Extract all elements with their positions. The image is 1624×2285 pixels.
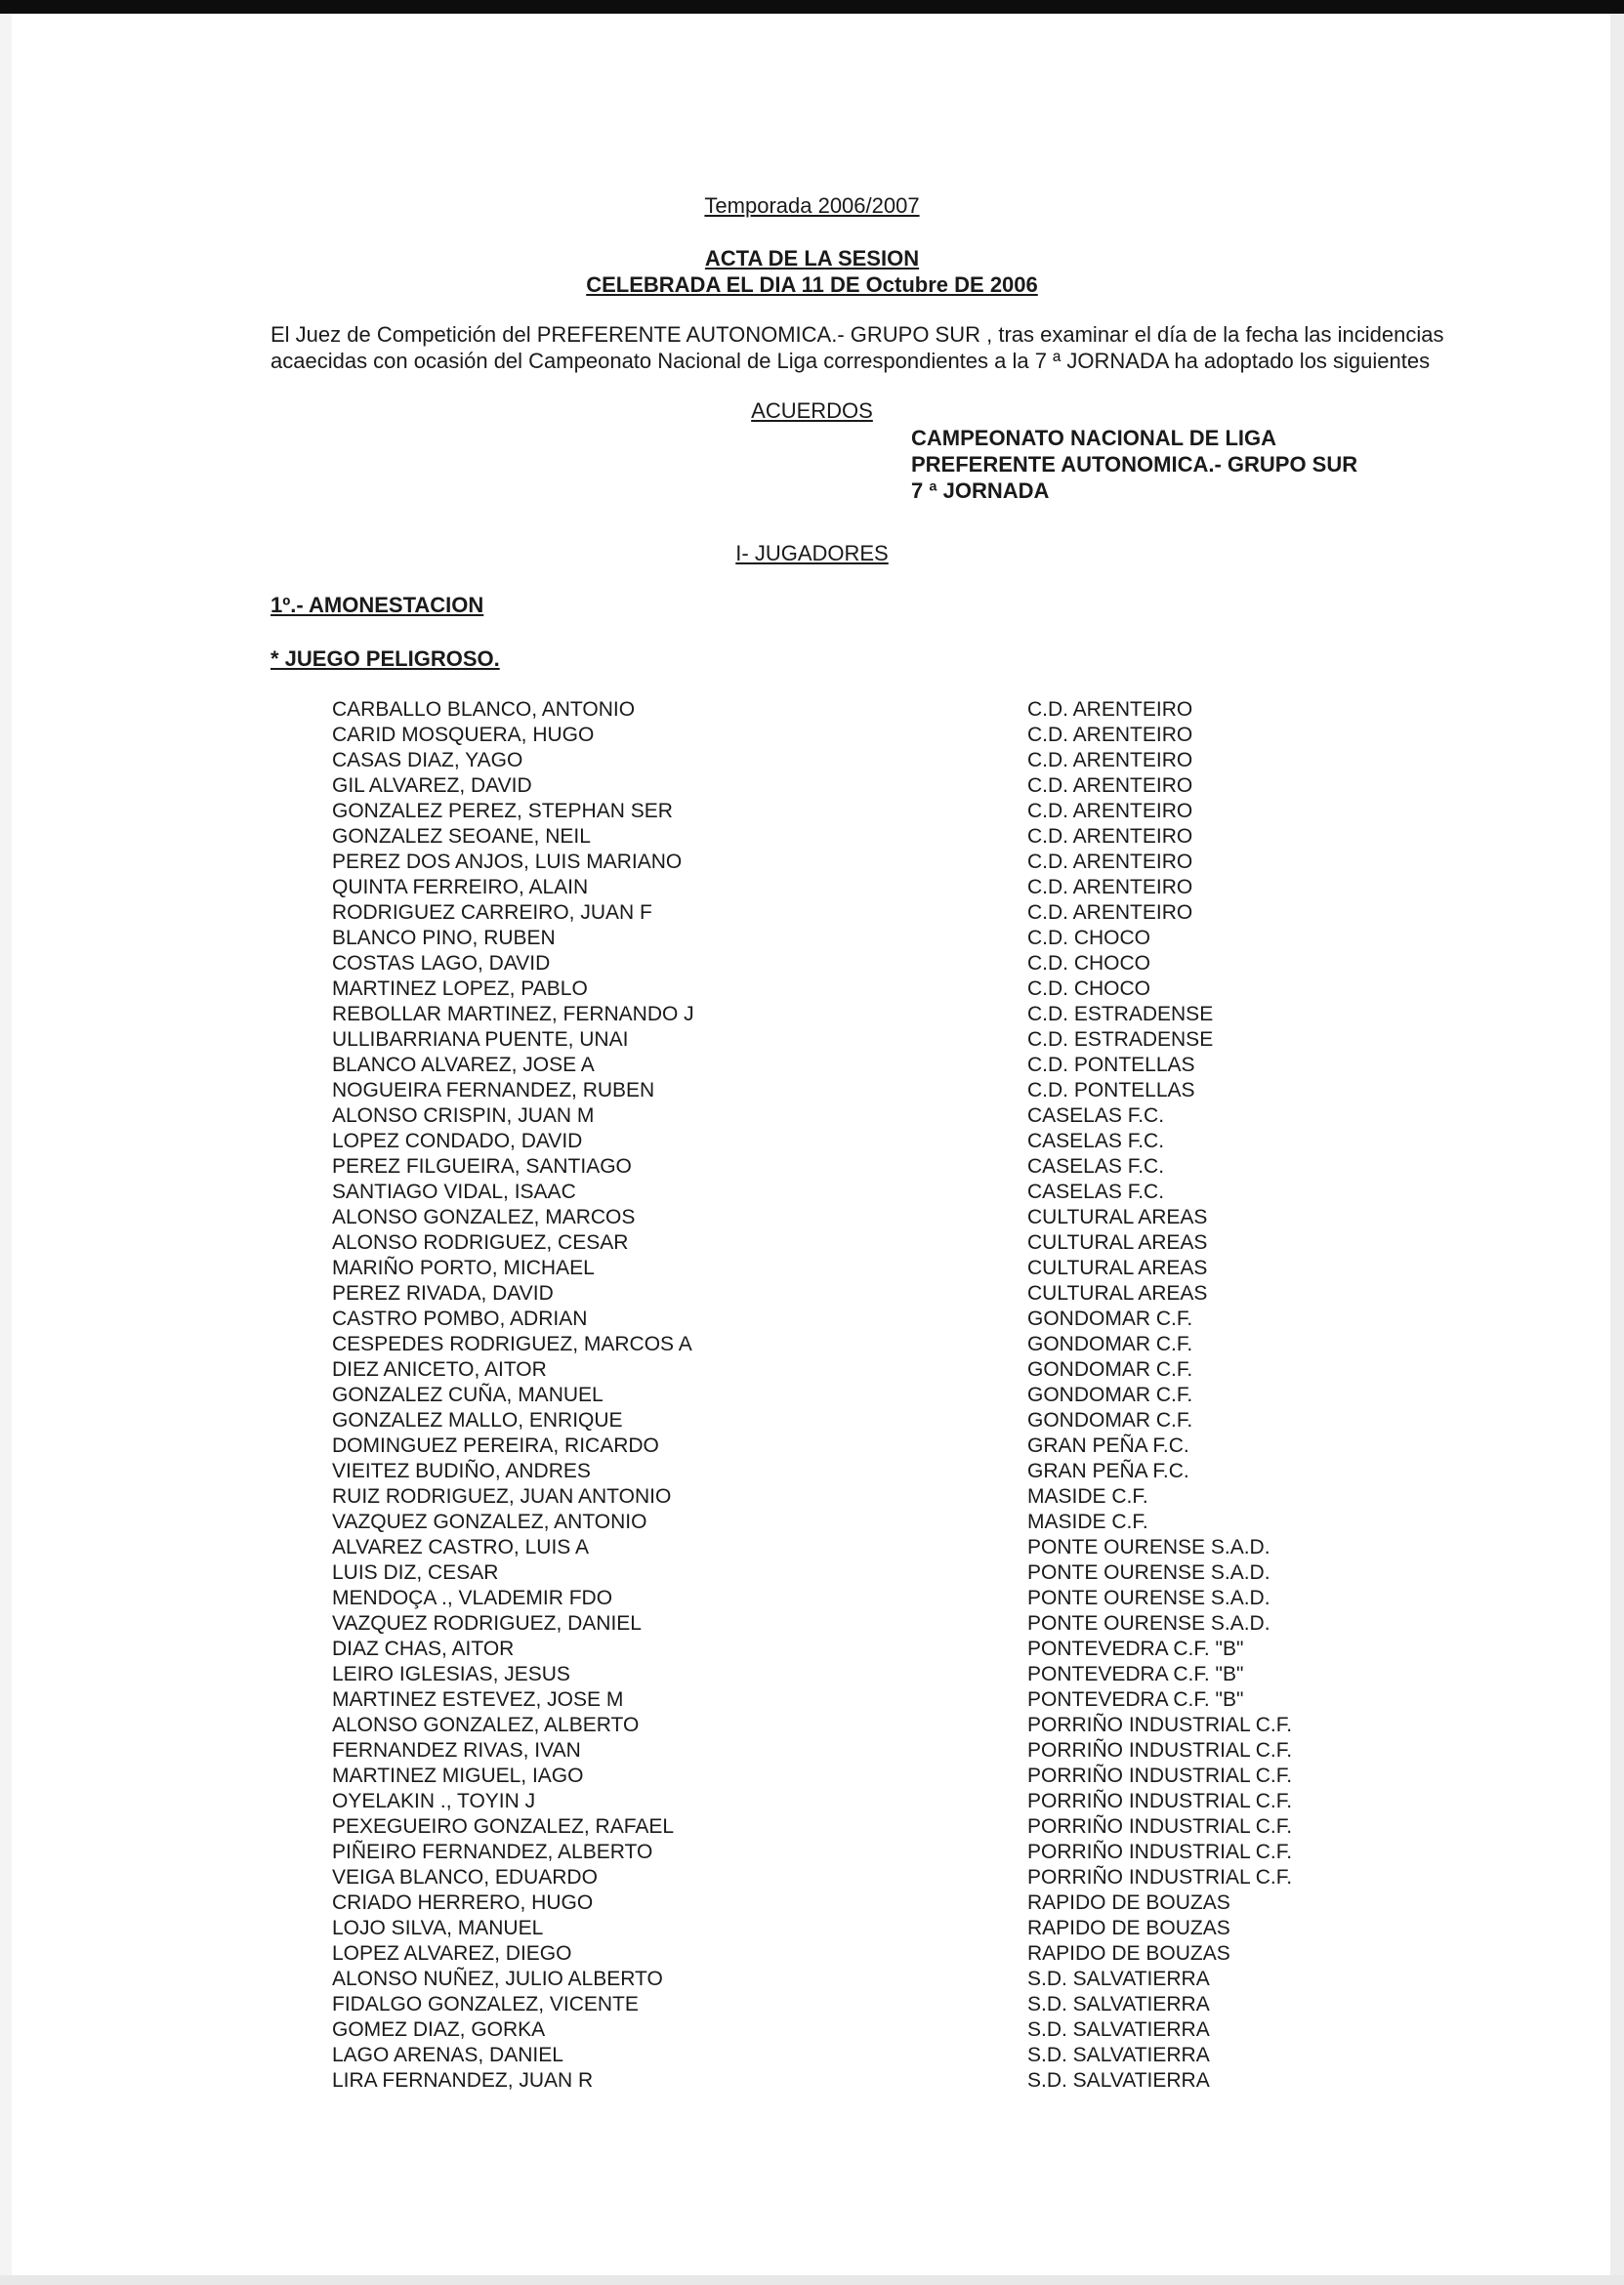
list-item [332, 2068, 1406, 2094]
player-club: C.D. ARENTEIRO [1027, 724, 1193, 746]
player-club: GONDOMAR C.F. [1027, 1409, 1193, 1432]
list-item [332, 1484, 1406, 1510]
player-club: C.D. ARENTEIRO [1027, 774, 1193, 797]
player-name: BLANCO ALVAREZ, JOSE A [332, 1054, 595, 1076]
player-name: MARTINEZ LOPEZ, PABLO [332, 977, 588, 1000]
player-club: S.D. SALVATIERRA [1027, 2069, 1210, 2092]
player-name: COSTAS LAGO, DAVID [332, 952, 551, 975]
player-club: C.D. ARENTEIRO [1027, 800, 1193, 822]
player-club: CULTURAL AREAS [1027, 1257, 1208, 1279]
list-item [332, 1281, 1406, 1307]
list-item [332, 1510, 1406, 1535]
list-item [332, 1078, 1406, 1103]
player-club: PORRIÑO INDUSTRIAL C.F. [1027, 1815, 1293, 1838]
player-club: PONTEVEDRA C.F. "B" [1027, 1638, 1244, 1660]
player-club: RAPIDO DE BOUZAS [1027, 1891, 1230, 1914]
list-item [332, 1941, 1406, 1967]
player-club: S.D. SALVATIERRA [1027, 1993, 1210, 2015]
list-item [332, 1764, 1406, 1789]
player-name: GONZALEZ SEOANE, NEIL [332, 825, 591, 848]
player-club: C.D. ARENTEIRO [1027, 901, 1193, 924]
list-item [332, 1433, 1406, 1459]
list-item [332, 1687, 1406, 1713]
player-name: CRIADO HERRERO, HUGO [332, 1891, 594, 1914]
player-name: NOGUEIRA FERNANDEZ, RUBEN [332, 1079, 655, 1101]
player-club: C.D. ESTRADENSE [1027, 1028, 1214, 1051]
player-name: LIRA FERNANDEZ, JUAN R [332, 2069, 594, 2092]
player-club: S.D. SALVATIERRA [1027, 2018, 1210, 2041]
player-club: C.D. CHOCO [1027, 977, 1150, 1000]
player-club: C.D. PONTELLAS [1027, 1079, 1195, 1101]
player-name: PIÑEIRO FERNANDEZ, ALBERTO [332, 1841, 653, 1863]
player-name: VAZQUEZ GONZALEZ, ANTONIO [332, 1511, 647, 1533]
subsection-title: 1º.- AMONESTACION [271, 593, 484, 617]
list-item [332, 1916, 1406, 1941]
list-item [332, 1967, 1406, 1992]
player-club: PONTE OURENSE S.A.D. [1027, 1561, 1270, 1584]
list-item [332, 773, 1406, 799]
player-club: PORRIÑO INDUSTRIAL C.F. [1027, 1714, 1293, 1736]
player-club: MASIDE C.F. [1027, 1511, 1148, 1533]
player-club: GONDOMAR C.F. [1027, 1384, 1193, 1406]
player-club: PORRIÑO INDUSTRIAL C.F. [1027, 1866, 1293, 1889]
list-item [332, 1865, 1406, 1890]
list-item [332, 723, 1406, 748]
player-name: GOMEZ DIAZ, GORKA [332, 2018, 546, 2041]
player-name: LOPEZ CONDADO, DAVID [332, 1130, 583, 1152]
player-name: LOJO SILVA, MANUEL [332, 1917, 544, 1939]
player-name: DOMINGUEZ PEREIRA, RICARDO [332, 1434, 659, 1457]
list-item [332, 1789, 1406, 1814]
player-club: C.D. CHOCO [1027, 952, 1150, 975]
player-club: PONTEVEDRA C.F. "B" [1027, 1663, 1244, 1685]
player-name: OYELAKIN ., TOYIN J [332, 1790, 536, 1812]
player-club: C.D. ARENTEIRO [1027, 698, 1193, 721]
section-title: I- JUGADORES [735, 541, 889, 565]
intro-paragraph: El Juez de Competición del PREFERENTE AUTONOMICA.- GRUPO SUR , tras examinar el día de la fecha las incidencias acaecidas con ocasión del Campeonato Nacional de Liga correspondientes a la 7 ª JORNADA ha adoptado los siguientes [271, 322, 1444, 373]
list-item [332, 2017, 1406, 2043]
list-item [332, 850, 1406, 875]
list-item [332, 1408, 1406, 1433]
list-item [332, 1459, 1406, 1484]
player-name: CARBALLO BLANCO, ANTONIO [332, 698, 636, 721]
player-name: DIAZ CHAS, AITOR [332, 1638, 515, 1660]
list-item [332, 1180, 1406, 1205]
player-name: MENDOÇA ., VLADEMIR FDO [332, 1587, 613, 1609]
player-name: CESPEDES RODRIGUEZ, MARCOS A [332, 1333, 692, 1355]
player-name: BLANCO PINO, RUBEN [332, 927, 556, 949]
player-club: CASELAS F.C. [1027, 1181, 1165, 1203]
player-club: S.D. SALVATIERRA [1027, 1968, 1210, 1990]
list-item [332, 976, 1406, 1002]
player-club: CULTURAL AREAS [1027, 1231, 1208, 1254]
player-club: PONTE OURENSE S.A.D. [1027, 1612, 1270, 1635]
player-name: RUIZ RODRIGUEZ, JUAN ANTONIO [332, 1485, 672, 1508]
player-club: GONDOMAR C.F. [1027, 1333, 1193, 1355]
list-item [332, 1332, 1406, 1357]
player-name: CARID MOSQUERA, HUGO [332, 724, 595, 746]
player-club: C.D. PONTELLAS [1027, 1054, 1195, 1076]
player-name: LUIS DIZ, CESAR [332, 1561, 499, 1584]
list-item [332, 1586, 1406, 1611]
list-item [332, 1713, 1406, 1738]
list-item [332, 1535, 1406, 1560]
player-name: PEREZ DOS ANJOS, LUIS MARIANO [332, 851, 683, 873]
player-name: ALONSO CRISPIN, JUAN M [332, 1104, 595, 1127]
player-name: PEREZ FILGUEIRA, SANTIAGO [332, 1155, 632, 1178]
list-item [332, 1738, 1406, 1764]
player-name: SANTIAGO VIDAL, ISAAC [332, 1181, 576, 1203]
player-club: C.D. ARENTEIRO [1027, 825, 1193, 848]
competition-block [911, 425, 1357, 504]
player-club: RAPIDO DE BOUZAS [1027, 1942, 1230, 1965]
player-name: LAGO ARENAS, DANIEL [332, 2044, 563, 2066]
player-name: REBOLLAR MARTINEZ, FERNANDO J [332, 1003, 694, 1025]
player-name: VIEITEZ BUDIÑO, ANDRES [332, 1460, 591, 1482]
player-club: PORRIÑO INDUSTRIAL C.F. [1027, 1765, 1293, 1787]
competition-round: 7 ª JORNADA [911, 478, 1050, 503]
player-club: GRAN PEÑA F.C. [1027, 1460, 1189, 1482]
player-name: VEIGA BLANCO, EDUARDO [332, 1866, 598, 1889]
player-name: ALONSO NUÑEZ, JULIO ALBERTO [332, 1968, 663, 1990]
player-name: LOPEZ ALVAREZ, DIEGO [332, 1942, 572, 1965]
player-name: ALONSO GONZALEZ, MARCOS [332, 1206, 636, 1228]
acuerdos-heading: ACUERDOS [751, 398, 873, 423]
player-name: RODRIGUEZ CARREIRO, JUAN F [332, 901, 652, 924]
list-item [332, 1992, 1406, 2017]
player-club: PORRIÑO INDUSTRIAL C.F. [1027, 1790, 1293, 1812]
player-name: MARIÑO PORTO, MICHAEL [332, 1257, 595, 1279]
acta-title: ACTA DE LA SESION [704, 246, 920, 270]
list-item [332, 1840, 1406, 1865]
player-club: GONDOMAR C.F. [1027, 1358, 1193, 1381]
player-club: S.D. SALVATIERRA [1027, 2044, 1210, 2066]
list-item [332, 1002, 1406, 1027]
player-name: LEIRO IGLESIAS, JESUS [332, 1663, 570, 1685]
player-name: CASAS DIAZ, YAGO [332, 749, 523, 771]
list-item [332, 1637, 1406, 1662]
list-item [332, 1256, 1406, 1281]
competition-group: PREFERENTE AUTONOMICA.- GRUPO SUR [911, 452, 1358, 477]
acta-date: CELEBRADA EL DIA 11 DE Octubre DE 2006 [586, 272, 1038, 297]
player-name: DIEZ ANICETO, AITOR [332, 1358, 547, 1381]
player-name: ALONSO RODRIGUEZ, CESAR [332, 1231, 629, 1254]
list-item [332, 1053, 1406, 1078]
list-item [332, 1383, 1406, 1408]
player-name: CASTRO POMBO, ADRIAN [332, 1308, 588, 1330]
player-club: GRAN PEÑA F.C. [1027, 1434, 1189, 1457]
player-club: C.D. ESTRADENSE [1027, 1003, 1214, 1025]
list-item [332, 1027, 1406, 1053]
category-title: * JUEGO PELIGROSO. [271, 646, 500, 671]
player-club: CULTURAL AREAS [1027, 1282, 1208, 1305]
list-item [332, 1154, 1406, 1180]
player-club: CULTURAL AREAS [1027, 1206, 1208, 1228]
player-name: PEXEGUEIRO GONZALEZ, RAFAEL [332, 1815, 675, 1838]
list-item [332, 1890, 1406, 1916]
player-name: FIDALGO GONZALEZ, VICENTE [332, 1993, 639, 2015]
list-item [332, 799, 1406, 824]
player-name: MARTINEZ MIGUEL, IAGO [332, 1765, 584, 1787]
player-club: C.D. ARENTEIRO [1027, 851, 1193, 873]
list-item [332, 824, 1406, 850]
list-item [332, 1611, 1406, 1637]
player-list [332, 697, 1406, 2094]
list-item [332, 900, 1406, 926]
list-item [332, 2043, 1406, 2068]
player-name: ALVAREZ CASTRO, LUIS A [332, 1536, 589, 1558]
player-club: MASIDE C.F. [1027, 1485, 1148, 1508]
player-club: RAPIDO DE BOUZAS [1027, 1917, 1230, 1939]
player-name: VAZQUEZ RODRIGUEZ, DANIEL [332, 1612, 642, 1635]
player-name: QUINTA FERREIRO, ALAIN [332, 876, 589, 898]
list-item [332, 1814, 1406, 1840]
list-item [332, 1230, 1406, 1256]
list-item [332, 1662, 1406, 1687]
player-club: PONTE OURENSE S.A.D. [1027, 1536, 1270, 1558]
player-club: CASELAS F.C. [1027, 1130, 1165, 1152]
competition-name: CAMPEONATO NACIONAL DE LIGA [911, 426, 1277, 450]
list-item [332, 1205, 1406, 1230]
player-name: GONZALEZ PEREZ, STEPHAN SER [332, 800, 673, 822]
player-club: PORRIÑO INDUSTRIAL C.F. [1027, 1841, 1293, 1863]
player-name: GIL ALVAREZ, DAVID [332, 774, 532, 797]
list-item [332, 697, 1406, 723]
player-club: C.D. ARENTEIRO [1027, 876, 1193, 898]
player-club: CASELAS F.C. [1027, 1155, 1165, 1178]
list-item [332, 1560, 1406, 1586]
list-item [332, 748, 1406, 773]
list-item [332, 1307, 1406, 1332]
player-name: FERNANDEZ RIVAS, IVAN [332, 1739, 581, 1762]
player-club: PONTEVEDRA C.F. "B" [1027, 1688, 1244, 1711]
season-title: Temporada 2006/2007 [704, 193, 920, 218]
player-name: ALONSO GONZALEZ, ALBERTO [332, 1714, 640, 1736]
list-item [332, 926, 1406, 951]
player-name: PEREZ RIVADA, DAVID [332, 1282, 554, 1305]
player-club: C.D. CHOCO [1027, 927, 1150, 949]
list-item [332, 1129, 1406, 1154]
list-item [332, 951, 1406, 976]
player-name: ULLIBARRIANA PUENTE, UNAI [332, 1028, 629, 1051]
player-club: CASELAS F.C. [1027, 1104, 1165, 1127]
player-name: MARTINEZ ESTEVEZ, JOSE M [332, 1688, 624, 1711]
player-name: GONZALEZ MALLO, ENRIQUE [332, 1409, 623, 1432]
player-club: PORRIÑO INDUSTRIAL C.F. [1027, 1739, 1293, 1762]
player-club: PONTE OURENSE S.A.D. [1027, 1587, 1270, 1609]
player-club: C.D. ARENTEIRO [1027, 749, 1193, 771]
list-item [332, 1103, 1406, 1129]
list-item [332, 1357, 1406, 1383]
player-name: GONZALEZ CUÑA, MANUEL [332, 1384, 604, 1406]
player-club: GONDOMAR C.F. [1027, 1308, 1193, 1330]
list-item [332, 875, 1406, 900]
